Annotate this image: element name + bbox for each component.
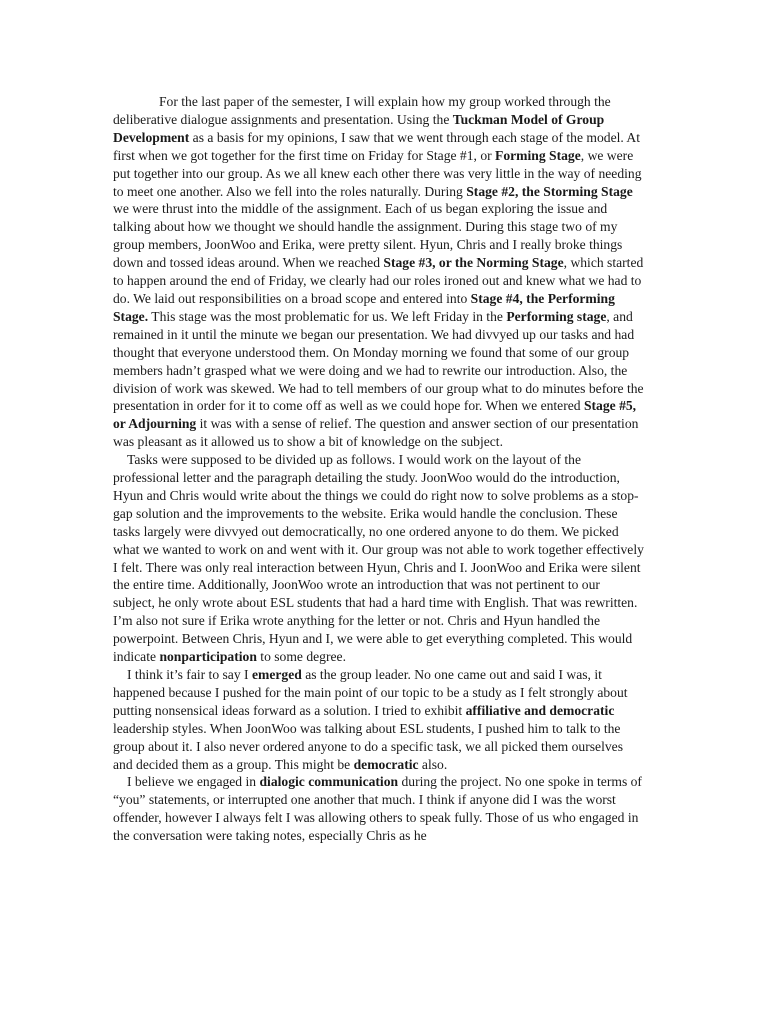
text-run: I think it’s fair to say I <box>127 667 252 682</box>
text-run: This stage was the most problematic for us. We left Friday in the <box>148 308 507 324</box>
text-run: during the project. No one spoke in terms of “you” statements, or interrupted one another that much. I think if anyone did I was the worst offender, however I always felt I was allowing others to speak fully. Those of us who engaged in the conversation were taking notes, especially Chris as he <box>113 774 642 844</box>
text-run: For the last paper of the semester, I will explain how my group worked through the deliberative dialogue assignments and presentation. Using the <box>113 94 611 127</box>
text-run: , we were put together into our group. As we all knew each other there was very little in the way of needing to meet one another. Also we fell into the roles naturally. During <box>113 147 642 199</box>
bold-term: Stage #5, or Adjourning <box>113 398 637 432</box>
paragraph-task-division <box>113 451 645 666</box>
text-run: as a basis for my opinions, I saw that we went through each stage of the model. At first when we got together for the first time on Friday for Stage #1, or <box>113 129 641 163</box>
text-run: I believe we engaged in <box>127 774 260 790</box>
text-run: , and remained in it until the minute we began our presentation. We had divvyed up our tasks and had thought that everyone understood them. On Monday morning we found that some of our group members hadn’t grasped what we were doing and we had to rewrite our introduction. Also, the division of work was skewed. We had to tell members of our group what to do minutes before the presentation in order for it to come off as well as we could hope for. When we entered <box>113 308 644 414</box>
bold-term: Forming Stage <box>495 147 581 163</box>
bold-term: Stage #2, the Storming Stage <box>466 183 633 199</box>
text-run: it was with a sense of relief. The question and answer section of our presentation was pleasant as it allowed us to show a bit of knowledge on the subject. <box>113 416 639 450</box>
bold-term: Tuckman Model of Group Development <box>113 111 605 145</box>
bold-term: nonparticipation <box>159 649 257 665</box>
text-run: as the group leader. No one came out and said I was, it happened because I pushed for the main point of our topic to be a study as I felt strongly about putting nonsensical ideas forward as a solution. I tried to exhibit <box>113 667 628 718</box>
text-run: also. <box>418 756 448 772</box>
text-run: Tasks were supposed to be divided up as follows. I would work on the layout of the professional letter and the paragraph detailing the study. JoonWoo would do the introduction, Hyun and Chris would write about the things we could do right now to solve problems as a stop-gap solution and the improvements to the website. Erika would handle the conclusion. These tasks largely were divvyed out democratically, no one ordered anyone to do them. We picked what we wanted to work on and went with it. Our group was not able to work together effectively I felt. There was only real interaction between Hyun, Chris and I. JoonWoo and Erika were silent the entire time. Additionally, JoonWoo wrote an introduction that was not pertinent to our subject, he only wrote about ESL students that had a hard time with English. That was rewritten. I’m also not sure if Erika wrote anything for the letter or not. Chris and Hyun handled the powerpoint. Between Chris, Hyun and I, we were able to get everything completed. This would indicate <box>113 452 644 665</box>
bold-term: Stage #4, the Performing Stage. <box>113 290 615 324</box>
bold-term: affiliative and democratic <box>465 702 615 718</box>
paragraph-leadership <box>113 666 645 773</box>
bold-term: Stage #3, or the Norming Stage <box>383 255 564 271</box>
bold-term: Performing stage <box>506 308 607 324</box>
text-run: to some degree. <box>256 649 346 665</box>
text-run: we were thrust into the middle of the assignment. Each of us began exploring the issue and talking about how we thought we should handle the assignment. During this stage two of my group members, JoonWoo and Erika, were pretty silent. Hyun, Chris and I really broke things down and tossed ideas around. When we reached <box>113 201 623 271</box>
paragraph-tuckman-stages <box>113 93 645 451</box>
bold-term: democratic <box>353 756 419 772</box>
essay-body <box>113 93 645 845</box>
paragraph-dialogic-communication <box>113 773 645 845</box>
text-run: , which started to happen around the end of Friday, we clearly had our roles ironed out and knew what we had to do. We laid out responsibilities on a broad scope and entered into <box>113 255 644 306</box>
text-run: leadership styles. When JoonWoo was talking about ESL students, I pushed him to talk to the group about it. I also never ordered anyone to do a specific task, we all picked them ourselves and decided them as a group. This might be <box>113 720 623 772</box>
bold-term: dialogic communication <box>259 774 399 790</box>
bold-term: emerged <box>251 667 302 682</box>
